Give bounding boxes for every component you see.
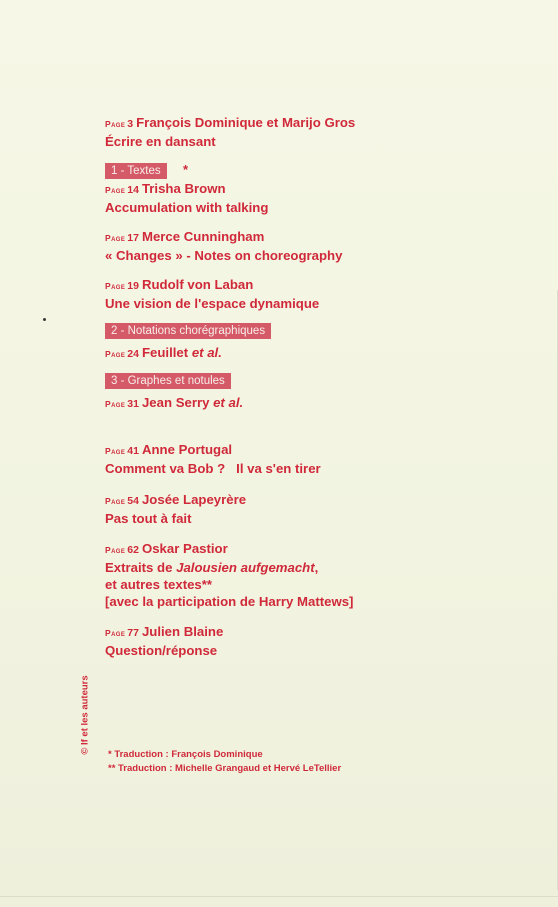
section-header-3: 3 - Graphes et notules: [105, 373, 231, 389]
entry-title: Feuillet: [141, 345, 189, 360]
toc-entry-31: [105, 394, 545, 413]
toc-entry-17: [105, 228, 545, 264]
page-label: Page: [105, 399, 126, 409]
entry-title: François Dominique et Marijo Gros: [136, 115, 356, 130]
entry-title: Anne Portugal: [141, 442, 233, 457]
page-label: Page: [105, 545, 126, 555]
page-number: 77: [127, 627, 139, 639]
toc-entry-62: [105, 540, 545, 610]
copyright-text: © If et les auteurs: [79, 675, 91, 755]
entry-subtitle: Accumulation with talking: [105, 200, 269, 215]
toc-entry-3: [105, 114, 545, 150]
entry-subtitle: Écrire en dansant: [105, 134, 216, 149]
toc-entry-24: [105, 344, 545, 363]
entry-subtitle: Pas tout à fait: [105, 511, 192, 526]
entry-subtitle: Une vision de l'espace dynamique: [105, 296, 320, 311]
entry-title: Jean Serry: [141, 395, 210, 410]
toc-entry-19: [105, 276, 545, 312]
entry-subtitle-line4: [avec la participation de Harry Mattews]: [105, 594, 354, 609]
copyright-notice: [76, 660, 94, 770]
entry-title: Merce Cunningham: [141, 229, 265, 244]
entry-title: Julien Blaine: [141, 624, 224, 639]
page-number: 19: [127, 280, 139, 292]
entry-subtitle: « Changes » - Notes on choreography: [105, 248, 343, 263]
page-label: Page: [105, 349, 126, 359]
page-label: Page: [105, 496, 126, 506]
entry-subtitle: Comment va Bob ? Il va s'en tirer: [105, 461, 321, 476]
page-number: 62: [127, 544, 139, 556]
entry-subtitle-punct: ,: [314, 560, 319, 575]
page-label: Page: [105, 281, 126, 291]
entry-title-suffix: et al.: [213, 395, 244, 410]
page-label: Page: [105, 185, 126, 195]
page-label: Page: [105, 233, 126, 243]
ink-speck: [43, 318, 46, 321]
translation-note-1: * Traduction : François Dominique: [108, 749, 263, 760]
entry-subtitle-line3: et autres textes**: [105, 577, 213, 592]
section-header-2: 2 - Notations chorégraphiques: [105, 323, 271, 339]
entry-subtitle: Question/réponse: [105, 643, 218, 658]
toc-entry-41: [105, 441, 545, 477]
section-header-1: 1 - Textes: [105, 163, 167, 179]
page-number: 17: [127, 232, 139, 244]
entry-title-suffix: et al.: [191, 345, 222, 360]
page-label: Page: [105, 628, 126, 638]
entry-title: Josée Lapeyrère: [141, 492, 247, 507]
footnote-mark: *: [183, 162, 189, 177]
page-number: 41: [127, 445, 139, 457]
entry-title: Trisha Brown: [141, 181, 226, 196]
page-number: 3: [127, 118, 134, 130]
page-number: 24: [127, 348, 139, 360]
page-number: 14: [127, 184, 139, 196]
translation-notes: [108, 748, 341, 776]
page-label: Page: [105, 119, 126, 129]
page-number: 31: [127, 398, 139, 410]
toc-entry-54: [105, 491, 545, 527]
translation-note-2: ** Traduction : Michelle Grangaud et Hervé LeTellier: [108, 763, 342, 774]
entry-title: Rudolf von Laban: [141, 277, 254, 292]
fold-line-bottom: [0, 896, 558, 897]
entry-subtitle: Extraits de: [105, 560, 177, 575]
toc-entry-77: [105, 623, 545, 659]
page-number: 54: [127, 495, 139, 507]
entry-subtitle-italic: Jalousien aufgemacht: [176, 560, 315, 575]
page-label: Page: [105, 446, 126, 456]
entry-title: Oskar Pastior: [141, 541, 228, 556]
toc-entry-14: [105, 180, 545, 216]
